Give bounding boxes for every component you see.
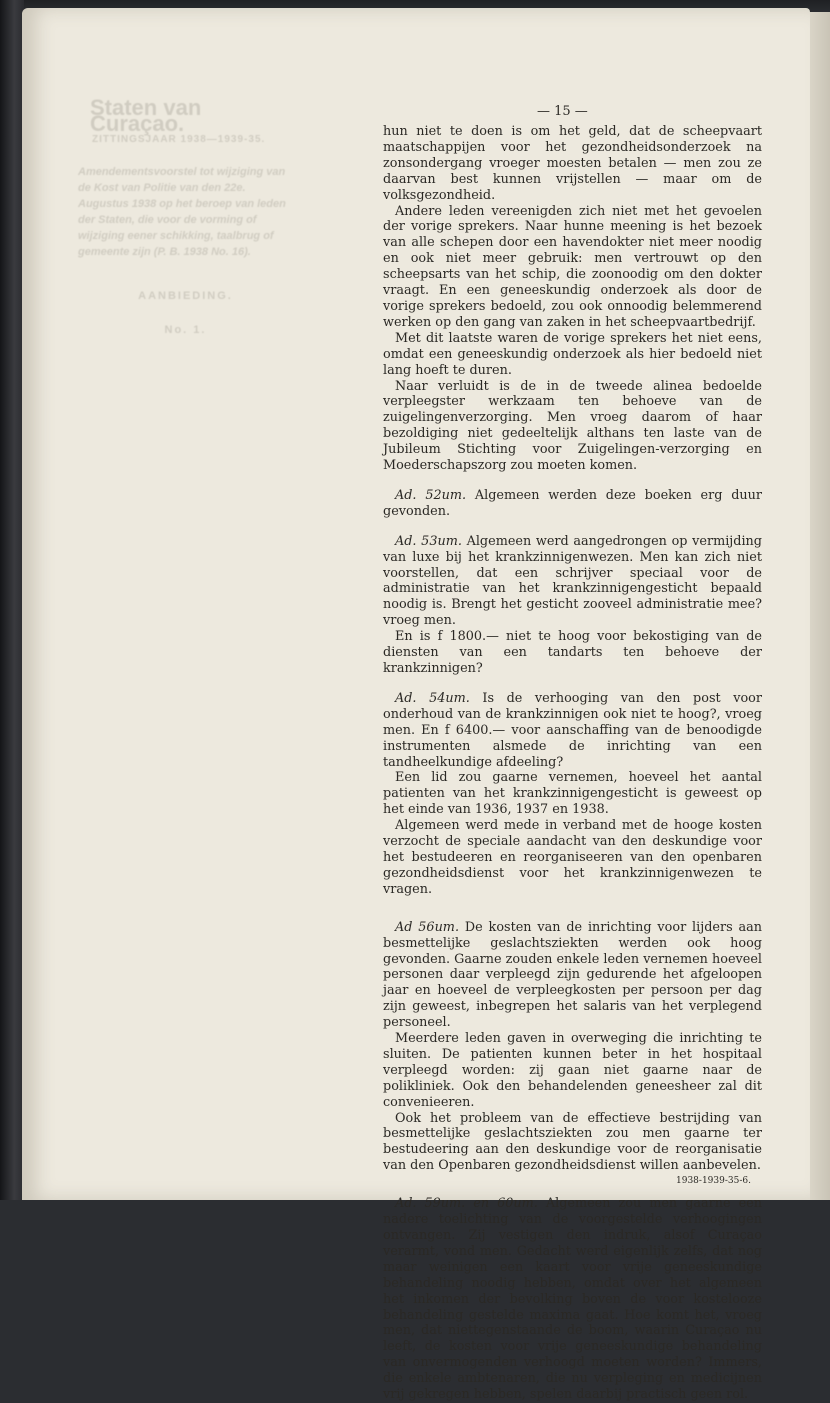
paragraph: Ad 56um. De kosten van de inrichting voor lijders aan besmettelijke geslachtsziekten werden ook hoog gevonden. Gaarne zouden enkele leden vernemen hoeveel personen daar verpleegd zijn gedurende het afgeloopen jaar en hoeveel de verpleegkosten per persoon per dag zijn geweest, inbegrepen het salaris van het verplegend personeel. [383,919,762,1031]
paragraph: Naar verluidt is de in de tweede alinea bedoelde verpleegster werkzaam ten behoeve van de zuigelingenverzorging. Men vroeg daarom of haar bezoldiging niet gedeeltelijk althans ten laste van de Jubileum Stichting voor Zuigelingen-verzorging en Moederschapszorg zou moeten komen. [383,378,762,474]
paragraph: Andere leden vereenigden zich niet met het gevoelen der vorige sprekers. Naar hunne meening is het bezoek van alle schepen door een havendokter niet meer noodig en ook niet meer gebruik: men vertrouwt op den scheepsarts van het schip, die zoonoodig om den dokter vraagt. En een geneeskundig onderzoek als door de vorige sprekers bedoeld, zou ook onnoodig belemmerend werken op den gang van zaken in het scheepvaartbedrijf. [383,203,762,330]
paragraph: Een lid zou gaarne vernemen, hoeveel het aantal patienten van het krankzinnigengesticht is geweest op het einde van 1936, 1937 en 1938. [383,770,762,818]
bleed-through-text [78,95,293,338]
bleed-number: No. 1. [164,324,207,336]
bleed-subtitle: ZITTINGSJAAR 1938—1939-35. [92,134,266,145]
bleed-paragraph: Amendementsvoorstel tot wijziging van de Kost van Politie van den 22e. Augustus 1938 op het beroep van leden der Staten, die voor de vorming of wijziging eener schikking, taalbrug of gemeente zijn (P. B. 1938 No. 16). [78,166,286,258]
footer-reference: 1938-1939-35-6. [676,1176,751,1186]
item-lead: Ad. 59um. en 60um. [395,1196,538,1212]
bleed-heading: AANBIEDING. [138,290,233,302]
text-column [383,124,762,1403]
paragraph: Ad. 52um. Algemeen werden deze boeken erg duur gevonden. [383,487,763,519]
item-lead: Ad. 53um. [395,533,462,549]
paragraph: hun niet te doen is om het geld, dat de scheepvaart maatschappijen voor het gezondheidsonderzoek na zonsondergang vroeger moesten betalen — men zou ze daarvan best kunnen vrijstellen — maar om de volksgezondheid. [383,124,762,203]
paragraph: Ook het probleem van de effectieve bestrijding van besmettelijke geslachtsziekten zou men gaarne ter bestudeering aan den deskundige voor de reorganisatie van den Openbaren gezondheidsdienst willen aanbevelen. [383,1110,762,1174]
paragraph: En is f 1800.— niet te hoog voor bekostiging van de diensten van een tandarts ten behoeve der krankzinnigen? [383,629,762,676]
item-lead: Ad 56um. [395,919,460,935]
bleed-title: Staten van Curaçao. [90,95,202,136]
paragraph: Ad. 59um. en 60um. Algemeen zou men gaarne een nadere toelichting van de voorgestelde verhoogingen ontvangen. Zij vestigen den indruk, alsof Curaçao verarmt, vond men. Gedacht werd eigenlijk zelfs, dat nog maar weinigen een kaart voor vrije geneeskundige behandeling noodig hebben, omdat over het algemeen het inkomen der bevolking boven de voor kostelooze behandeling gestelde maxima gaat. Hoe komt het, vroeg men, dat niettegenstaande de boom, waarin Curaçao nu leeft, de kosten voor vrije geneeskundige behandeling van onvermogenden verhoogd moeten worden? Immers, die enkele ambtenaren, die nu verpleging en medicijnen vrij gekregen hebben, spelen daarbij practisch geen rol. [383,1196,762,1403]
page-number: — 15 — [537,104,588,119]
paragraph: Algemeen werd mede in verband met de hooge kosten verzocht de speciale aandacht van den deskundige voor het bestudeeren en reorganiseeren van den openbaren gezondheidsdienst voor het krankzinnigenwezen te vragen. [383,818,762,897]
paragraph: Ad. 53um. Algemeen werd aangedrongen op vermijding van luxe bij het krankzinnigenwezen. Men kan zich niet voorstellen, dat een schrijver speciaal voor de administratie van het krankzinnigengesticht bepaald noodig is. Brengt het gesticht zooveel administratie mee? vroeg men. [383,533,762,629]
paragraph: Ad. 54um. Is de verhooging van den post voor onderhoud van de krankzinnigen ook niet te hoog?, vroeg men. En f 6400.— voor aanschaffing van de benoodigde instrumenten alsmede de inrichting van een tandheelkundige afdeeling? [383,690,762,770]
item-lead: Ad. 54um. [395,690,470,706]
paragraph: Meerdere leden gaven in overweging die inrichting te sluiten. De patienten kunnen beter in het hospitaal verpleegd worden: zij gaan niet gaarne naar de polikliniek. Ook den behandelenden geneesheer zal dit convenieeren. [383,1031,762,1110]
book-binding-left [0,0,24,1200]
paragraph: Met dit laatste waren de vorige sprekers het niet eens, omdat een geneeskundig onderzoek als hier bedoeld niet lang hoeft te duren. [383,330,762,378]
item-lead: Ad. 52um. [395,487,467,503]
